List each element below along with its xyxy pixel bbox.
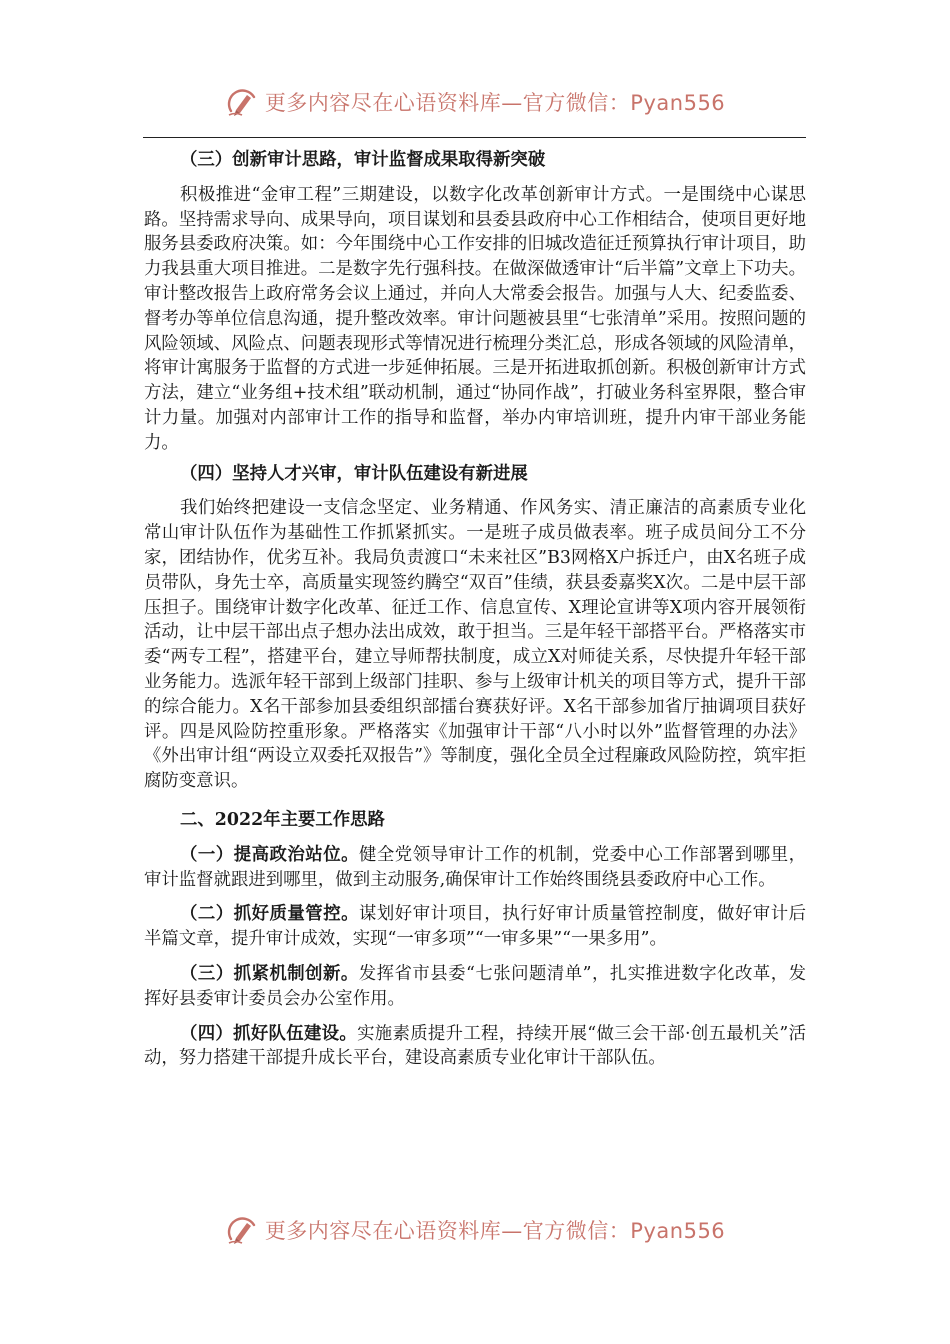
header-divider bbox=[143, 137, 806, 138]
list-item bbox=[144, 902, 806, 952]
part-heading: 二、2022年主要工作思路 bbox=[180, 809, 385, 830]
item-lead: （三）抓紧机制创新。 bbox=[180, 963, 359, 984]
list-item bbox=[144, 843, 806, 893]
paragraph: 积极推进“金审工程”三期建设，以数字化改革创新审计方式。一是围绕中心谋思路。坚持需求导向、成果导向，项目谋划和县委县政府中心工作相结合，使项目更好地服务县委政府决策。如：今年围绕中心工作安排的旧城改造征迁预算执行审计项目，助力我县重大项目推进。二是数字先行强科技。在做深做透审计“后半篇”文章上下功夫。审计整改报告上政府常务会议上通过，并向人大常委会报告。加强与人大、纪委监委、督考办等单位信息沟通，提升整改效率。审计问题被县里“七张清单”采用。按照问题的风险领域、风险点、问题表现形式等情况进行梳理分类汇总，形成各领域的风险清单，将审计寓服务于监督的方式进一步延伸拓展。三是开拓进取抓创新。积极创新审计方式方法，建立“业务组+技术组”联动机制，通过“协同作战”，打破业务科室界限，整合审计力量。加强对内部审计工作的指导和监督，举办内审培训班，提升内审干部业务能力。 bbox=[144, 184, 806, 453]
item-text: 实施素质提升工程，持续开展“做三会干部·创五最机关”活动，努力搭建干部提升成长平台，建设高素质专业化审计干部队伍。 bbox=[144, 1023, 806, 1069]
item-lead: （四）抓好队伍建设。 bbox=[180, 1023, 358, 1044]
banner-text: 更多内容尽在心语资料库—官方微信：Pyan556 bbox=[264, 1219, 726, 1243]
section-heading: （三）创新审计思路，审计监督成果取得新突破 bbox=[180, 150, 546, 170]
item-lead: （一）提高政治站位。 bbox=[180, 844, 359, 865]
list-item bbox=[144, 1022, 806, 1072]
banner-text: 更多内容尽在心语资料库—官方微信：Pyan556 bbox=[264, 91, 726, 115]
pen-in-circle-icon bbox=[225, 1213, 259, 1247]
section-heading: （四）坚持人才兴审，审计队伍建设有新进展 bbox=[180, 463, 528, 484]
item-text: 健全党领导审计工作的机制，党委中心工作部署到哪里，审计监督就跟进到哪里，做到主动服务,确保审计工作始终围绕县委政府中心工作。 bbox=[144, 844, 806, 890]
item-lead: （二）抓好质量管控。 bbox=[180, 904, 359, 925]
list-item bbox=[144, 962, 806, 1012]
item-text: 谋划好审计项目，执行好审计质量管控制度，做好审计后半篇文章，提升审计成效，实现“一审多项”“一审多果”“一果多用”。 bbox=[144, 904, 806, 950]
header-banner bbox=[0, 80, 950, 124]
pen-in-circle-icon bbox=[225, 85, 259, 119]
item-text: 发挥省市县委“七张问题清单”，扎实推进数字化改革，发挥好县委审计委员会办公室作用。 bbox=[144, 963, 806, 1009]
document-body bbox=[144, 142, 806, 1071]
footer-banner bbox=[0, 1208, 950, 1252]
paragraph: 我们始终把建设一支信念坚定、业务精通、作风务实、清正廉洁的高素质专业化常山审计队伍作为基础性工作抓紧抓实。一是班子成员做表率。班子成员间分工不分家，团结协作，优劣互补。我局负责渡口“未来社区”B3网格X户拆迁户，由X名班子成员带队，身先士卒，高质量实现签约腾空“双百”佳绩，获县委嘉奖X次。二是中层干部压担子。围绕审计数字化改革、征迁工作、信息宣传、X理论宣讲等X项内容开展领衔活动，让中层干部出点子想办法出成效，敢于担当。三是年轻干部搭平台。严格落实市委“两专工程”，搭建平台，建立导师帮扶制度，成立X对师徒关系，尽快提升年轻干部业务能力。选派年轻干部到上级部门挂职、参与上级审计机关的项目等方式，提升干部的综合能力。X名干部参加县委组织部擂台赛获好评。X名干部参加省厅抽调项目获好评。四是风险防控重形象。严格落实《加强审计干部“八小时以外”监督管理的办法》《外出审计组“两设立双委托双报告”》等制度，强化全员全过程廉政风险防控，筑牢拒腐防变意识。 bbox=[144, 498, 806, 792]
